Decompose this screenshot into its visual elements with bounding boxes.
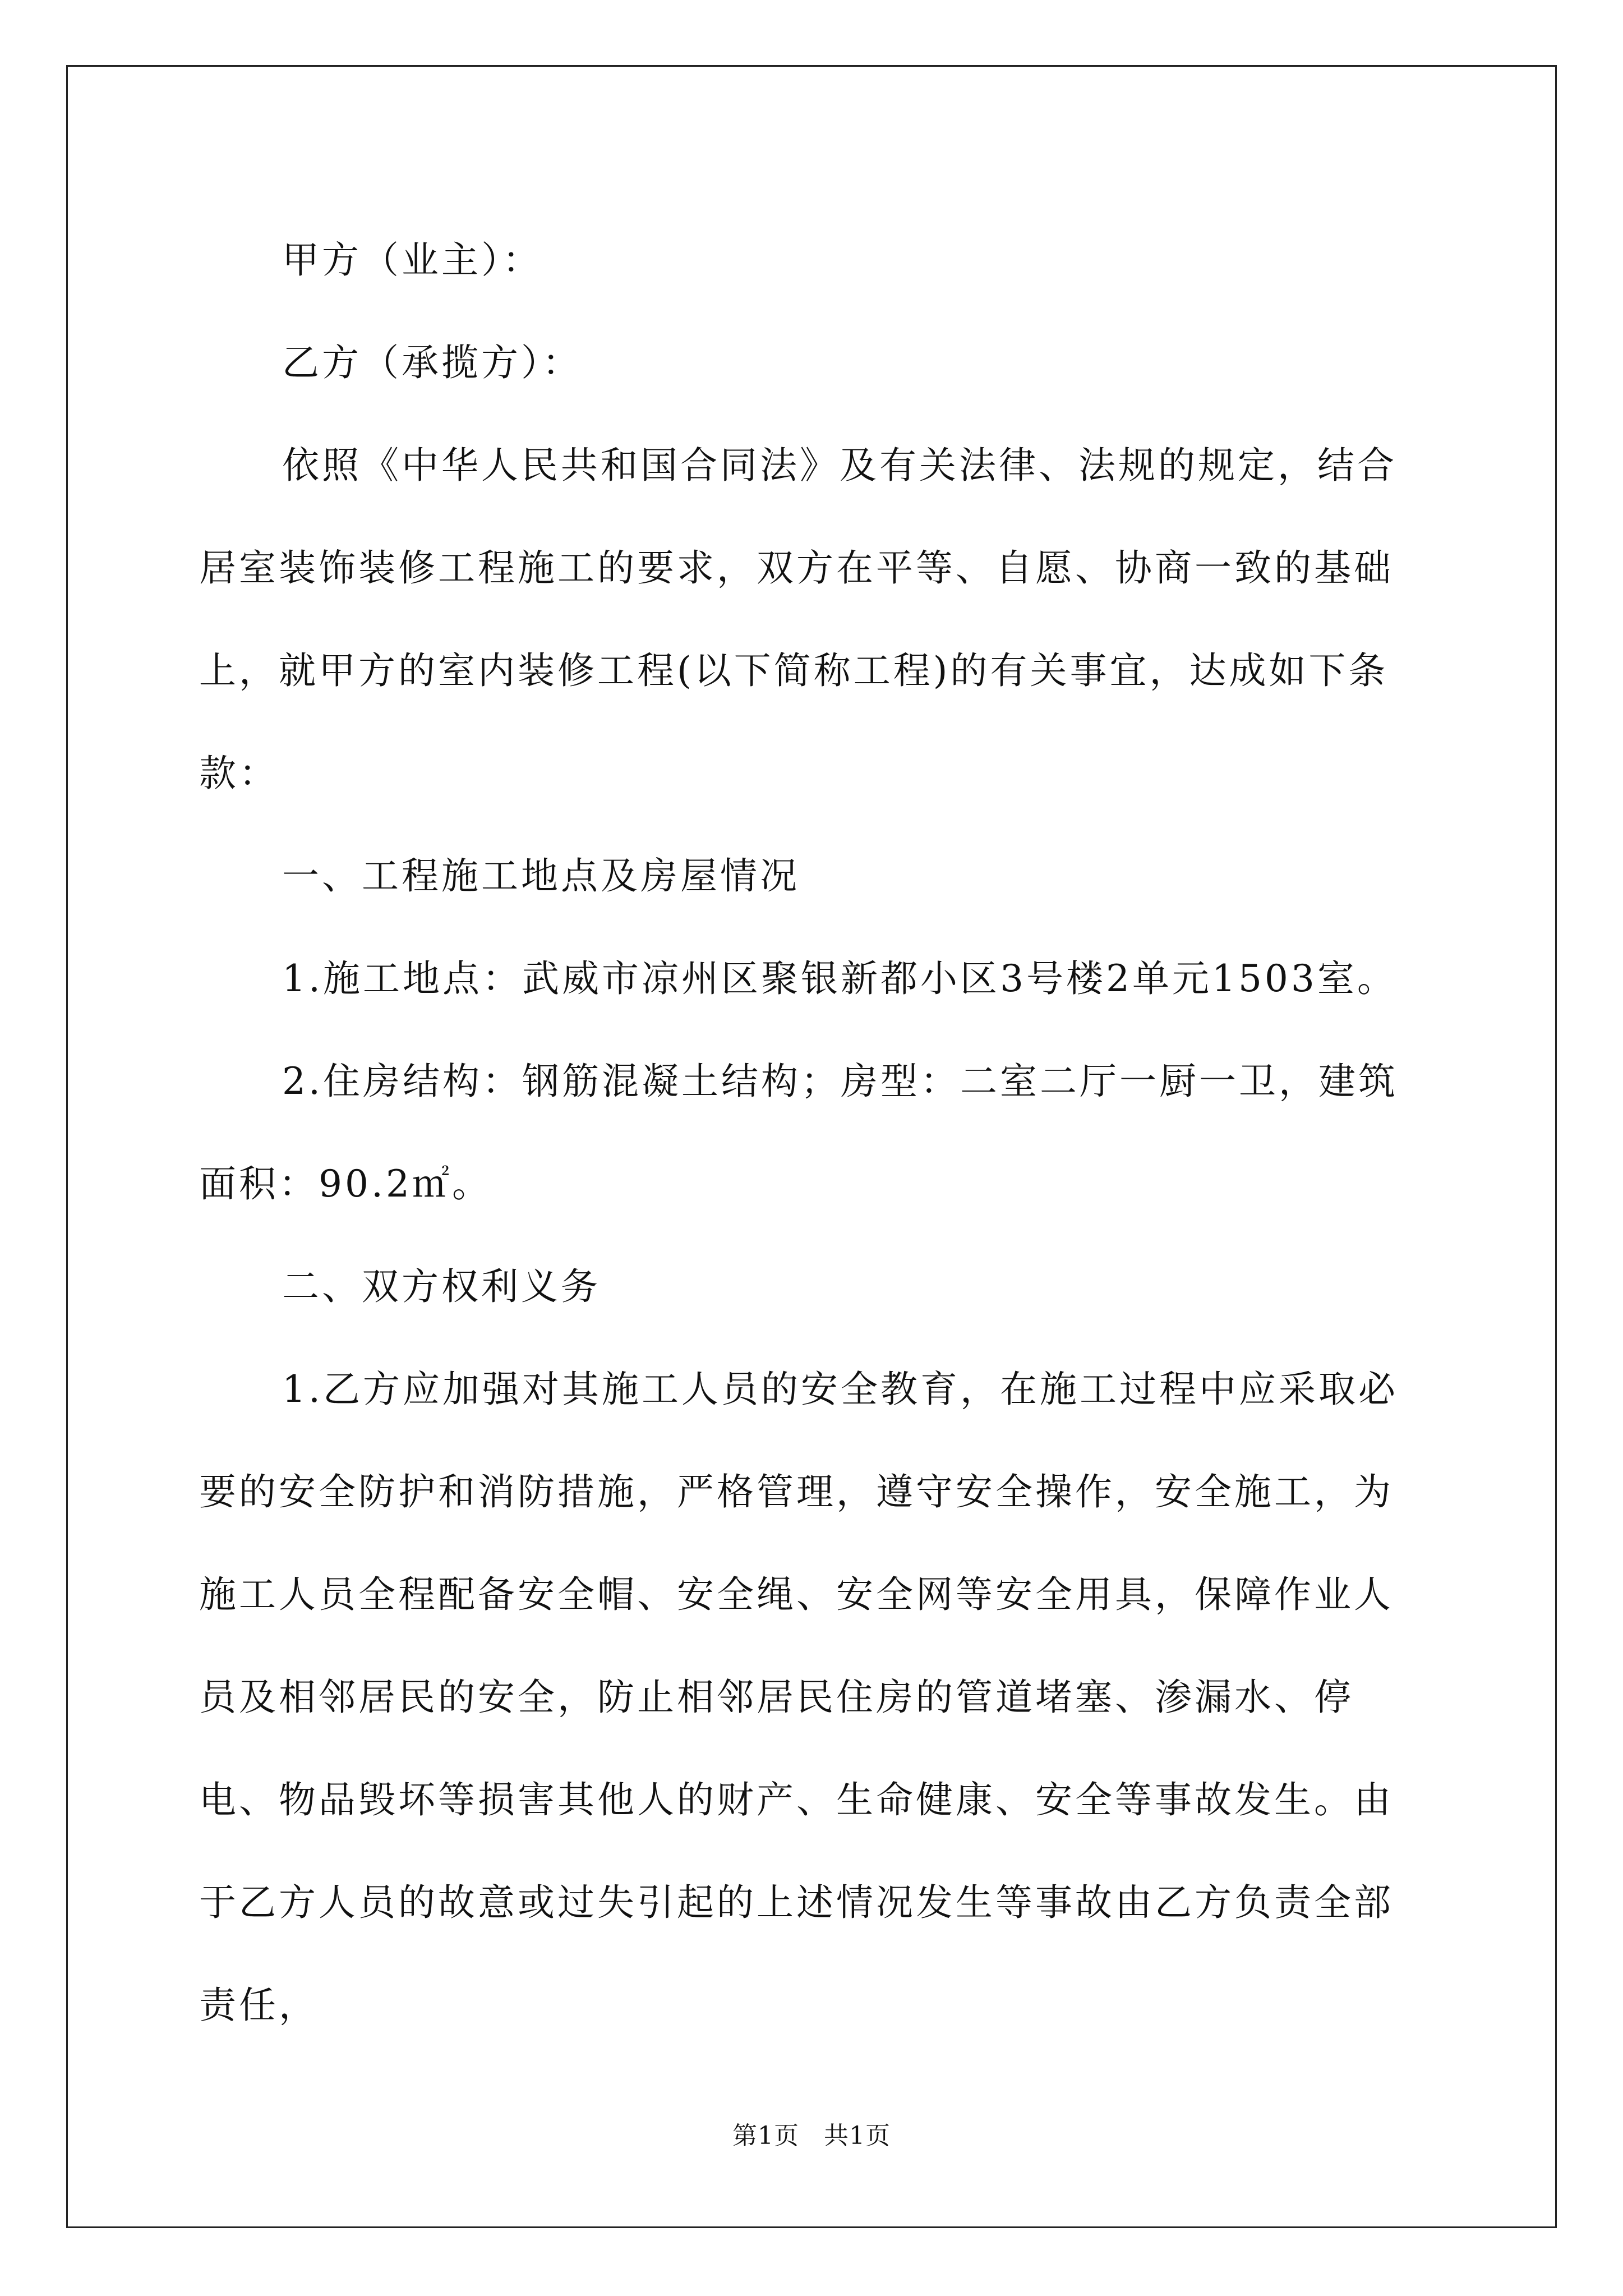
section-heading-site: 一、工程施工地点及房屋情况 bbox=[282, 854, 800, 898]
page-footer bbox=[0, 2119, 1623, 2153]
party-b-line: 乙方（承揽方）： bbox=[282, 341, 582, 384]
document-body bbox=[199, 209, 1433, 2056]
clause-housing-structure: 2.住房结构：钢筋混凝土结构；房型：二室二厅一厨一卫，建筑面积：90.2㎡。 bbox=[199, 1060, 1398, 1205]
party-a-line: 甲方（业主）： bbox=[282, 238, 542, 282]
preamble-paragraph: 依照《中华人民共和国合同法》及有关法律、法规的规定，结合居室装饰装修工程施工的要求，双方在平等、自愿、协商一致的基础上，就甲方的室内装修工程(以下简称工程)的有关事宜，达成如下条款： bbox=[199, 444, 1397, 795]
clause-site-location: 1.施工地点：武威市凉州区聚银新都小区3号楼2单元1503室。 bbox=[282, 957, 1397, 1000]
clause-safety-obligations: 1.乙方应加强对其施工人员的安全教育，在施工过程中应采取必要的安全防护和消防措施，严格管理，遵守安全操作，安全施工，为施工人员全程配备安全帽、安全绳、安全网等安全用具，保障作业人员及相邻居民的安全，防止相邻居民住房的管道堵塞、渗漏水、停电、物品毁坏等损害其他人的财产、生命健康、安全等事故发生。由于乙方人员的故意或过失引起的上述情况发生等事故由乙方负责全部责任， bbox=[199, 1368, 1398, 2027]
page-number: 第1页 bbox=[732, 2122, 799, 2150]
page-total: 共1页 bbox=[824, 2122, 891, 2150]
section-heading-rights: 二、双方权利义务 bbox=[282, 1265, 601, 1308]
